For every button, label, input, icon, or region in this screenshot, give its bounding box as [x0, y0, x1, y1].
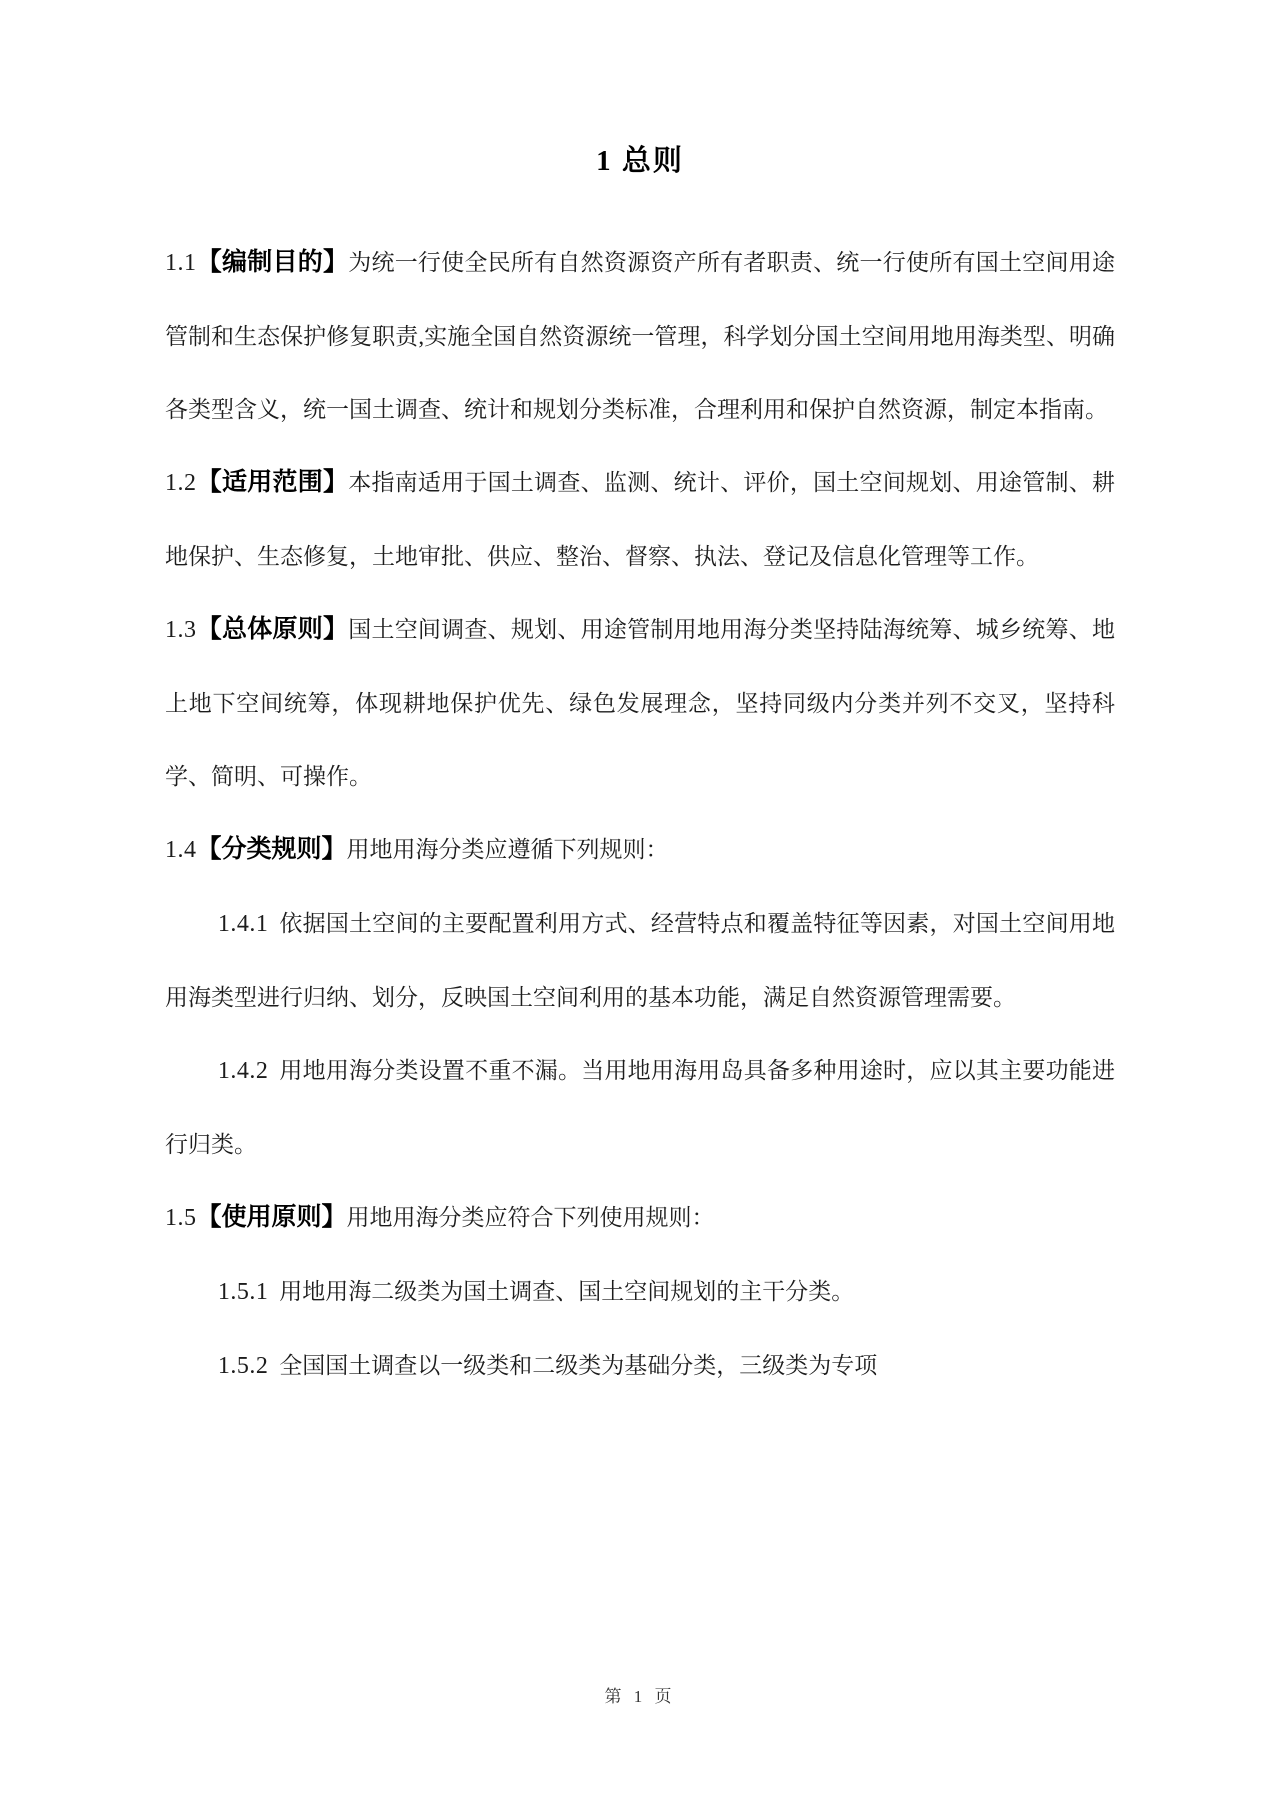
document-body: [165, 226, 1115, 1403]
paragraph-1-2: [165, 446, 1115, 593]
paragraph-1-4-1: [165, 887, 1115, 1034]
paragraph-1-5-2: [165, 1329, 1115, 1403]
section-number-1-5: 1.5: [165, 1205, 197, 1231]
section-number-1-4-2: 1.4.2: [217, 1058, 269, 1084]
section-text-1-4: 用地用海分类应遵循下列规则：: [346, 837, 669, 862]
section-text-1-5-1: 用地用海二级类为国土调查、国土空间规划的主干分类。: [279, 1279, 855, 1304]
page-number-footer: 第 1 页: [604, 1687, 676, 1706]
section-text-1-2: 本指南适用于国土调查、监测、统计、评价，国土空间规划、用途管制、耕地保护、生态修复，土地审批、供应、整治、督察、执法、登记及信息化管理等工作。: [165, 470, 1115, 569]
section-text-1-4-1: 依据国土空间的主要配置利用方式、经营特点和覆盖特征等因素，对国土空间用地用海类型进行归纳、划分，反映国土空间利用的基本功能，满足自然资源管理需要。: [165, 911, 1115, 1010]
section-number-1-5-2: 1.5.2: [217, 1353, 269, 1379]
section-label-1-4: 【分类规则】: [196, 835, 347, 863]
paragraph-1-4-2: [165, 1034, 1115, 1181]
section-number-1-3: 1.3: [165, 617, 197, 643]
section-label-1-5: 【使用原则】: [196, 1203, 347, 1231]
section-text-1-5-2: 全国国土调查以一级类和二级类为基础分类，三级类为专项: [279, 1353, 878, 1378]
section-text-1-3: 国土空间调查、规划、用途管制用地用海分类坚持陆海统筹、城乡统筹、地上地下空间统筹，体现耕地保护优先、绿色发展理念，坚持同级内分类并列不交叉，坚持科学、简明、可操作。: [165, 617, 1115, 789]
section-number-1-4-1: 1.4.1: [217, 911, 269, 937]
page-title: 1 总则: [596, 145, 684, 177]
section-text-1-1: 为统一行使全民所有自然资源资产所有者职责、统一行使所有国土空间用途管制和生态保护修复职责,实施全国自然资源统一管理，科学划分国土空间用地用海类型、明确各类型含义，统一国土调查、统计和规划分类标准，合理利用和保护自然资源，制定本指南。: [165, 250, 1115, 422]
paragraph-1-3: [165, 593, 1115, 813]
section-label-1-1: 【编制目的】: [196, 248, 349, 276]
section-label-1-3: 【总体原则】: [196, 615, 349, 643]
section-number-1-4: 1.4: [165, 837, 197, 863]
section-number-1-1: 1.1: [165, 250, 197, 276]
paragraph-1-5-1: [165, 1255, 1115, 1329]
section-label-1-2: 【适用范围】: [196, 468, 349, 496]
paragraph-1-1: [165, 226, 1115, 446]
section-number-1-2: 1.2: [165, 470, 197, 496]
section-text-1-5: 用地用海分类应符合下列使用规则：: [346, 1205, 715, 1230]
paragraph-1-4: [165, 813, 1115, 887]
section-text-1-4-2: 用地用海分类设置不重不漏。当用地用海用岛具备多种用途时，应以其主要功能进行归类。: [165, 1058, 1115, 1157]
paragraph-1-5: [165, 1181, 1115, 1255]
section-number-1-5-1: 1.5.1: [217, 1279, 269, 1305]
